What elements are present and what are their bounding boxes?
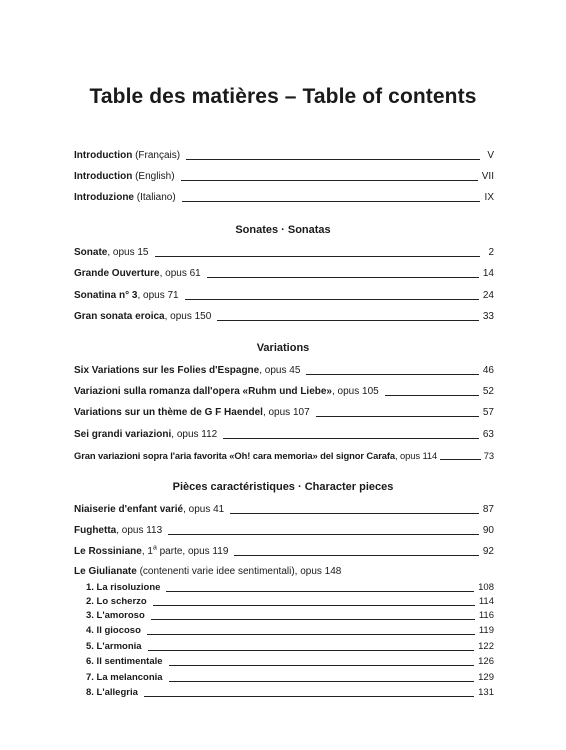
leader-line [217, 320, 479, 321]
section-heading-sonatas: Sonates · Sonatas [235, 224, 331, 236]
page-number: 114 [478, 596, 494, 607]
leader-line [169, 665, 475, 666]
leader-line [207, 277, 479, 278]
entry-title: Sei grandi variazioni [74, 429, 172, 440]
entry-title: Sonate [74, 247, 108, 258]
page-number: 126 [478, 656, 494, 667]
page-number: 46 [482, 365, 494, 376]
toc-subentry-5[interactable] [86, 640, 494, 653]
page-number: 108 [478, 582, 494, 593]
leader-line [182, 201, 480, 202]
toc-entry-niaiserie-41[interactable] [74, 502, 494, 516]
page-number: IX [484, 192, 494, 203]
page-number: 33 [482, 311, 494, 322]
page-number: 73 [483, 450, 494, 461]
entry-detail: , opus 107 [262, 407, 310, 418]
group-detail: (contenenti varie idee sentimentali), opus 148 [136, 566, 342, 577]
toc-entry-intro-en[interactable] [74, 169, 494, 183]
leader-line [234, 555, 478, 556]
leader-line [153, 605, 475, 606]
page-number: 131 [478, 687, 494, 698]
subentry-label: 4. Il giocoso [86, 625, 141, 636]
leader-line [148, 650, 475, 651]
page-number: 116 [478, 610, 494, 621]
entry-detail: , opus 45 [259, 365, 301, 376]
leader-line [306, 374, 478, 375]
entry-title: Introduzione [74, 192, 134, 203]
leader-line [440, 459, 481, 460]
entry-detail: , opus 112 [171, 429, 218, 440]
superscript: a [152, 544, 157, 552]
leader-line [181, 180, 478, 181]
toc-entry-intro-it[interactable] [74, 190, 494, 204]
toc-entry-variazioni-105[interactable] [74, 384, 494, 398]
entry-detail: (English) [132, 171, 175, 182]
entry-title: Niaiserie d'enfant varié [74, 504, 184, 515]
entry-title: Le Rossiniane [74, 546, 142, 557]
entry-title: Fughetta [74, 525, 117, 536]
entry-detail: (Français) [132, 150, 181, 161]
toc-subentry-3[interactable] [86, 609, 494, 622]
subentry-label: 1. La risoluzione [86, 582, 161, 593]
page-number: 24 [482, 290, 494, 301]
entry-title: Introduction [74, 150, 133, 161]
leader-line [151, 619, 475, 620]
toc-entry-variations-107[interactable] [74, 405, 494, 419]
page-number: V [487, 150, 494, 161]
page-number: 87 [482, 504, 494, 515]
entry-title: Grande Ouverture [74, 268, 160, 279]
toc-entry-intro-fr[interactable] [74, 148, 494, 162]
entry-detail: , opus 105 [332, 386, 379, 397]
entry-title: Variations sur un thème de G F Haendel [74, 407, 263, 418]
page-number: 52 [482, 386, 494, 397]
page-number: 90 [482, 525, 494, 536]
subentry-label: 7. La melanconia [86, 672, 163, 683]
leader-line [185, 299, 479, 300]
subentry-label: 2. Lo scherzo [86, 596, 147, 607]
leader-line [385, 395, 479, 396]
leader-line [230, 513, 479, 514]
toc-entry-variations-45[interactable] [74, 363, 494, 377]
leader-line [166, 591, 474, 592]
toc-group-giulianate[interactable] [74, 566, 341, 578]
toc-subentry-2[interactable] [86, 595, 494, 608]
toc-subentry-7[interactable] [86, 671, 494, 684]
page-number: 63 [482, 429, 494, 440]
toc-entry-fughetta-113[interactable] [74, 523, 494, 537]
page-number: VII [481, 171, 494, 182]
page-number: 57 [482, 407, 494, 418]
toc-entry-rossiniane-119[interactable] [74, 544, 494, 558]
subentry-label: 8. L'allegria [86, 687, 138, 698]
leader-line [168, 534, 479, 535]
subentry-label: 3. L'amoroso [86, 610, 145, 621]
leader-line [155, 256, 481, 257]
entry-detail-2: parte, opus 119 [156, 546, 229, 557]
leader-line [144, 696, 474, 697]
toc-entry-variazioni-112[interactable] [74, 427, 494, 441]
leader-line [147, 634, 475, 635]
page-number: 129 [478, 672, 494, 683]
entry-detail: , opus 15 [107, 247, 149, 258]
page-title: Table des matières – Table of contents [89, 85, 477, 108]
toc-entry-ouverture-61[interactable] [74, 266, 494, 280]
entry-detail: , opus 113 [116, 525, 163, 536]
group-title: Le Giulianate [74, 566, 137, 577]
page-number: 122 [478, 641, 494, 652]
toc-subentry-8[interactable] [86, 686, 494, 699]
toc-subentry-6[interactable] [86, 655, 494, 668]
entry-detail: (Italiano) [134, 192, 176, 203]
toc-subentry-4[interactable] [86, 624, 494, 637]
subentry-label: 5. L'armonia [86, 641, 142, 652]
entry-title: Variazioni sulla romanza dall'opera «Ruhm und Liebe» [74, 386, 332, 397]
entry-title: Gran sonata eroica [74, 311, 165, 322]
leader-line [186, 159, 480, 160]
toc-entry-sonatina-71[interactable] [74, 288, 494, 302]
entry-title: Sonatina n° 3 [74, 290, 138, 301]
page-number: 92 [482, 546, 494, 557]
entry-detail: , opus 71 [137, 290, 179, 301]
page-number: 14 [482, 268, 494, 279]
leader-line [316, 416, 479, 417]
entry-detail: , 1 [141, 546, 153, 557]
section-heading-character-pieces: Pièces caractéristiques · Character pieces [172, 481, 394, 493]
entry-detail: , opus 150 [164, 311, 212, 322]
leader-line [169, 681, 475, 682]
toc-subentry-1[interactable] [86, 581, 494, 594]
page-number: 119 [478, 625, 494, 636]
toc-entry-sonata-15[interactable] [74, 245, 494, 259]
page-number: 2 [488, 247, 494, 258]
toc-entry-eroica-150[interactable] [74, 309, 494, 323]
subentry-label: 6. Il sentimentale [86, 656, 163, 667]
entry-detail: , opus 61 [159, 268, 201, 279]
entry-title: Six Variations sur les Folies d'Espagne [74, 365, 260, 376]
entry-detail: , opus 41 [183, 504, 225, 515]
leader-line [223, 438, 479, 439]
section-heading-variations: Variations [256, 342, 310, 354]
entry-detail: , opus 114 [395, 450, 438, 461]
entry-title: Gran variazioni sopra l'aria favorita «Oh! cara memoria» del signor Carafa [74, 450, 395, 461]
toc-entry-variazioni-114[interactable] [74, 448, 494, 462]
entry-title: Introduction [74, 171, 133, 182]
